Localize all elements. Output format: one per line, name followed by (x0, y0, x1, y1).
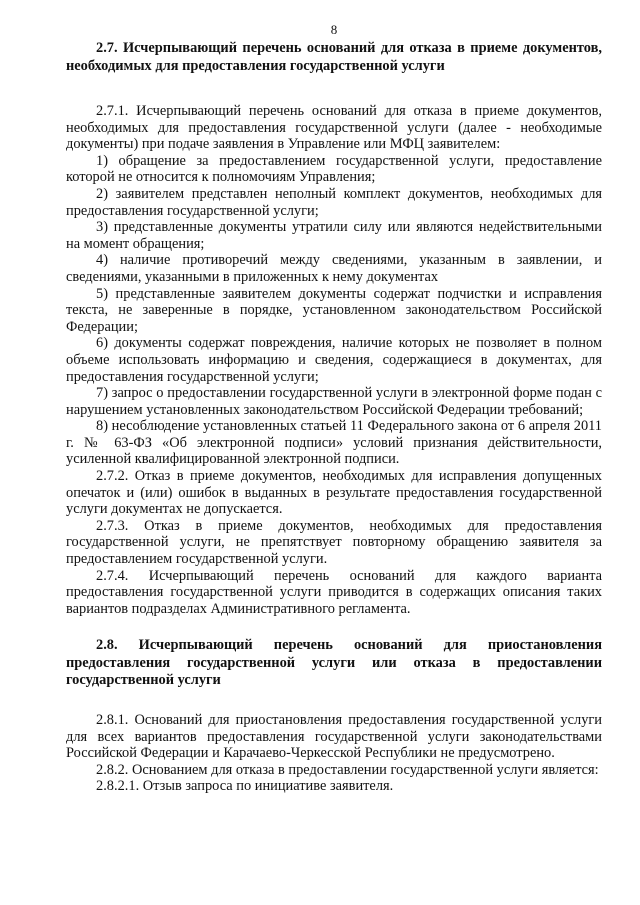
list-item-5: 5) представленные заявителем документы содержат подчистки и исправления текста, не заверенные в порядке, установленном законодательством Российской Федерации; (66, 285, 602, 335)
paragraph-2-8-2-1: 2.8.2.1. Отзыв запроса по инициативе заявителя. (96, 778, 394, 795)
paragraph-2-7-2: 2.7.2. Отказ в приеме документов, необходимых для исправления допущенных опечаток и (или) ошибок в выданных в результате предоставления государственной услуги документах не допускается. (66, 468, 602, 518)
section-2-8-heading: 2.8. Исчерпывающий перечень оснований для приостановления предоставления государственной услуги или отказа в предоставлении государственной услуги (66, 637, 602, 689)
list-item-4: 4) наличие противоречий между сведениями, указанным в заявлении, и сведениями, указанными в приложенных к нему документах (66, 252, 602, 285)
paragraph-2-7-1: 2.7.1. Исчерпывающий перечень оснований для отказа в приеме документов, необходимых для предоставления государственной услуги (далее - необходимые документы) при подаче заявления в Управление или МФЦ заявителем: (66, 103, 602, 153)
paragraph-2-7-3: 2.7.3. Отказ в приеме документов, необходимых для предоставления государственной услуги, не препятствует повторному обращению заявителя за предоставлением государственной услуги. (66, 517, 602, 568)
list-item-2: 2) заявителем представлен неполный комплект документов, необходимых для предоставления государственной услуги; (66, 185, 602, 219)
list-item-7: 7) запрос о предоставлении государственной услуги в электронной форме подан с нарушением установленных законодательством Российской Федерации требований; (66, 385, 602, 418)
section-2-7-heading: 2.7. Исчерпывающий перечень оснований для отказа в приеме документов, необходимых для предоставления государственной услуги (66, 40, 602, 74)
list-item-1: 1) обращение за предоставлением государственной услуги, предоставление которой не относится к полномочиям Управления; (66, 152, 602, 186)
paragraph-2-7-4: 2.7.4. Исчерпывающий перечень оснований для каждого варианта предоставления государственной услуги приводится в содержащих описания таких вариантов подразделах Административного регламента. (66, 567, 602, 617)
paragraph-2-8-1: 2.8.1. Оснований для приостановления предоставления государственной услуги для всех вариантов предоставления государственной услуги законодательствами Российской Федерации и Карачаево-Черкесской Республики не предусмотрено. (66, 711, 602, 762)
list-item-6: 6) документы содержат повреждения, наличие которых не позволяет в полном объеме использовать информацию и сведения, содержащиеся в документах, для предоставления государственной услуги; (66, 335, 602, 385)
list-item-3: 3) представленные документы утратили силу или являются недействительными на момент обращения; (66, 219, 602, 252)
paragraph-2-8-2: 2.8.2. Основанием для отказа в предоставлении государственной услуги является: (96, 761, 599, 778)
page-number: 8 (330, 22, 338, 37)
list-item-8: 8) несоблюдение установленных статьей 11 Федерального закона от 6 апреля 2011 г. № 63-ФЗ «Об электронной подписи» условий признания действительности, усиленной квалифицированной электронной подписи. (66, 418, 602, 468)
